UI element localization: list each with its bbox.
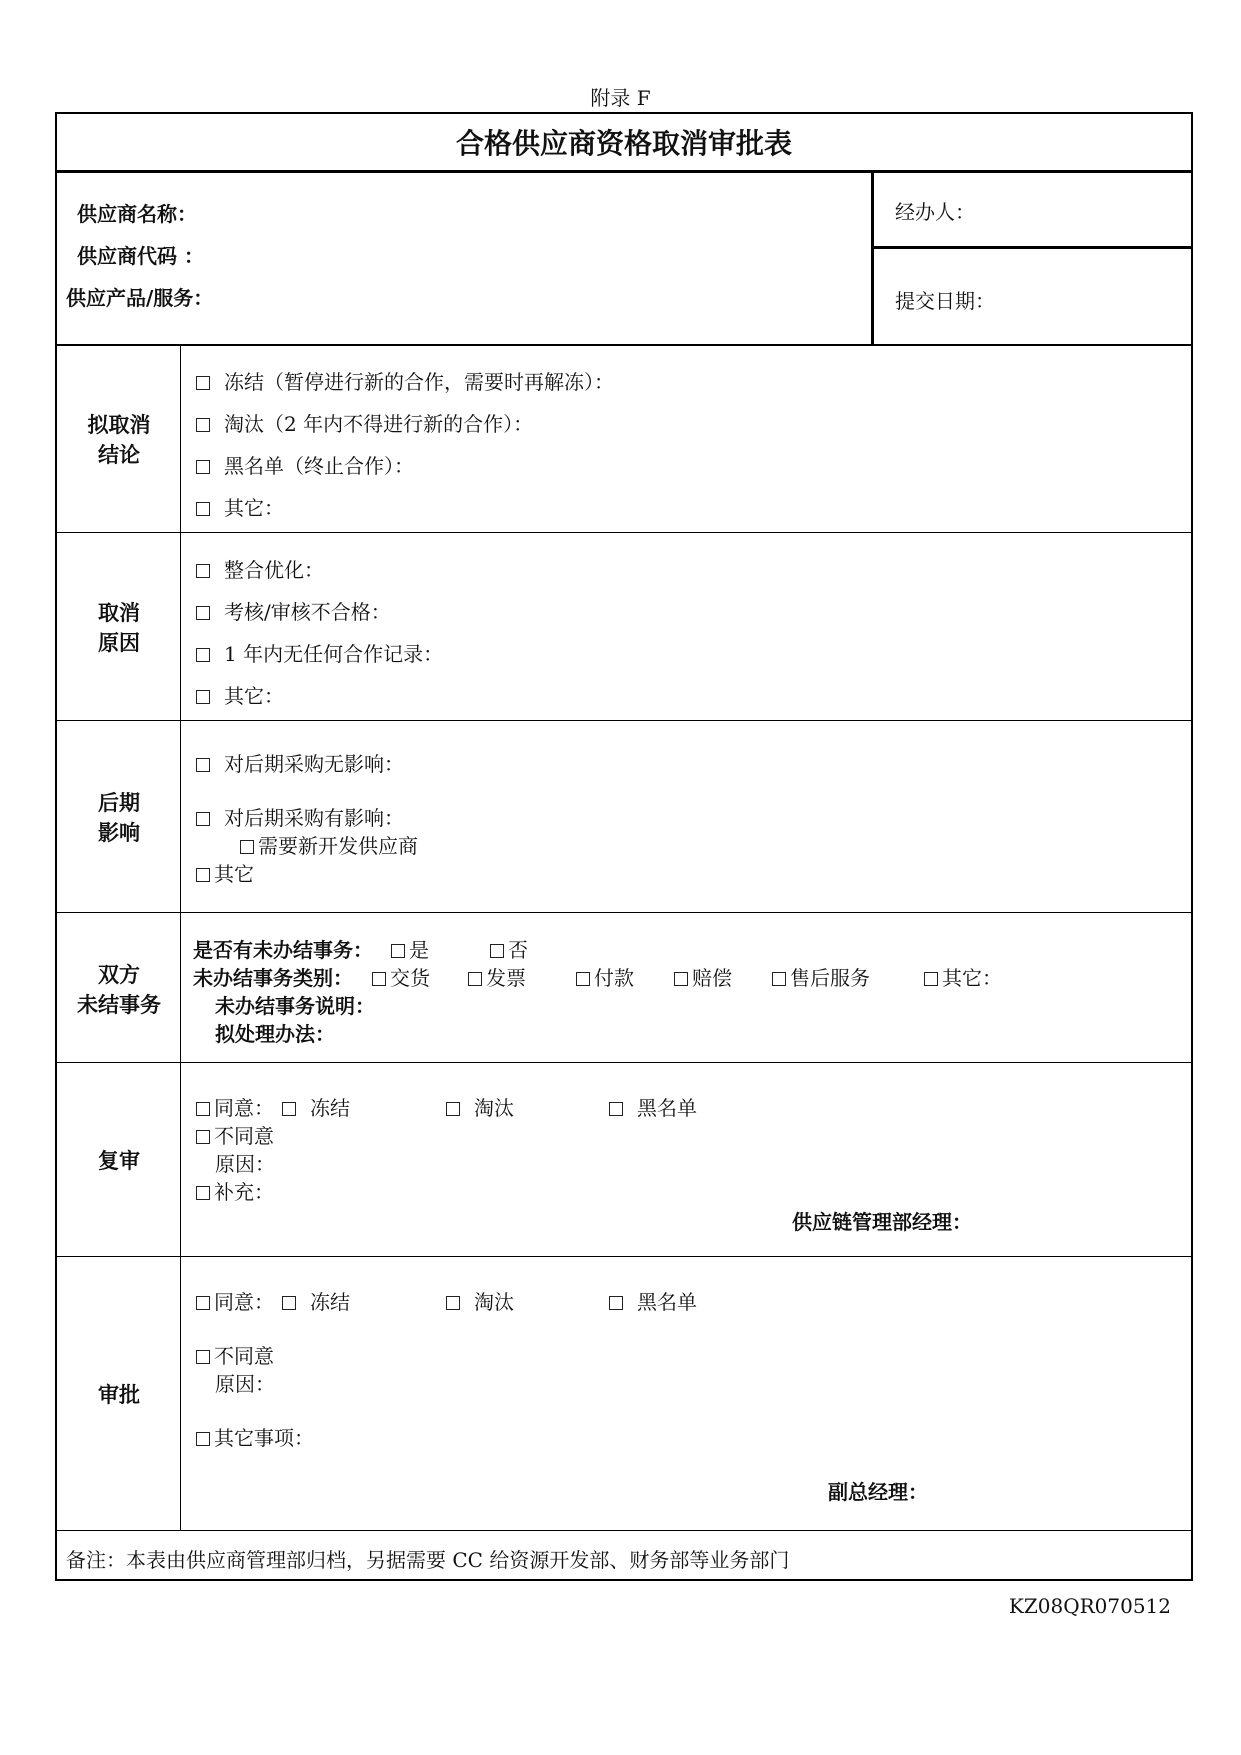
handling-method-label: 拟处理办法：	[215, 1022, 335, 1046]
pending-question: 是否有未办结事务：	[193, 938, 373, 962]
checkbox-icon[interactable]	[196, 648, 210, 662]
checkbox-icon[interactable]	[196, 606, 210, 620]
checkbox-icon[interactable]	[196, 460, 210, 474]
approval-reason-label: 原因：	[215, 1372, 275, 1396]
option-other-conclusion[interactable]: 其它：	[196, 492, 284, 521]
supplier-code-label: 供应商代码 ：	[77, 244, 204, 268]
supplier-product-label: 供应产品/服务：	[66, 286, 214, 310]
checkbox-icon[interactable]	[196, 502, 210, 516]
option-blacklist[interactable]: 黑名单（终止合作）：	[196, 450, 414, 479]
checkbox-icon[interactable]	[609, 1102, 623, 1116]
checkbox-icon[interactable]	[446, 1102, 460, 1116]
checkbox-icon[interactable]	[196, 1130, 210, 1144]
option-has-impact[interactable]: 对后期采购有影响：	[196, 802, 404, 831]
document-code: KZ08QR070512	[1008, 1594, 1171, 1618]
section4-label: 双方 未结事务	[77, 963, 161, 1017]
approval-signer-label: 副总经理：	[828, 1480, 928, 1504]
option-freeze[interactable]: 冻结（暂停进行新的合作，需要时再解冻）：	[196, 366, 614, 395]
option-other-impact[interactable]: 其它	[196, 858, 254, 887]
review-reason-label: 原因：	[215, 1152, 275, 1176]
option-invoice[interactable]: 发票	[468, 962, 526, 991]
checkbox-icon[interactable]	[576, 972, 590, 986]
checkbox-icon[interactable]	[282, 1296, 296, 1310]
supplier-name-label: 供应商名称：	[77, 202, 197, 226]
option-yes[interactable]: 是	[391, 934, 429, 963]
form-title: 合格供应商资格取消审批表	[455, 127, 792, 160]
rule-s2	[55, 720, 1193, 721]
approval-other[interactable]: 其它事项：	[196, 1422, 314, 1451]
approval-blacklist[interactable]: 黑名单	[609, 1286, 697, 1315]
handler-label: 经办人：	[895, 200, 975, 224]
checkbox-icon[interactable]	[674, 972, 688, 986]
option-no[interactable]: 否	[490, 934, 528, 963]
rule-label-column	[180, 345, 181, 1531]
option-consolidation[interactable]: 整合优化：	[196, 554, 324, 583]
checkbox-icon[interactable]	[196, 564, 210, 578]
checkbox-icon[interactable]	[391, 944, 405, 958]
rule-s1	[55, 532, 1193, 533]
checkbox-icon[interactable]	[196, 868, 210, 882]
checkbox-icon[interactable]	[196, 1102, 210, 1116]
review-disagree[interactable]: 不同意	[196, 1120, 274, 1149]
approval-disagree[interactable]: 不同意	[196, 1340, 274, 1369]
checkbox-icon[interactable]	[196, 812, 210, 826]
pending-description-label: 未办结事务说明：	[215, 994, 375, 1018]
approval-agree[interactable]: 同意：	[196, 1286, 274, 1315]
pending-type-question: 未办结事务类别：	[193, 966, 353, 990]
rule-header	[55, 344, 1193, 346]
option-no-cooperation[interactable]: 1 年内无任何合作记录：	[196, 638, 443, 667]
review-signer-label: 供应链管理部经理：	[792, 1210, 972, 1234]
review-eliminate[interactable]: 淘汰	[446, 1092, 514, 1121]
option-other-type[interactable]: 其它：	[924, 962, 1002, 991]
option-new-supplier[interactable]: 需要新开发供应商	[240, 830, 418, 859]
rule-s4	[55, 1062, 1193, 1063]
option-no-impact[interactable]: 对后期采购无影响：	[196, 748, 404, 777]
review-agree[interactable]: 同意：	[196, 1092, 274, 1121]
checkbox-icon[interactable]	[490, 944, 504, 958]
rule-header-divider	[871, 171, 874, 345]
section2-label: 取消 原因	[98, 601, 140, 655]
checkbox-icon[interactable]	[924, 972, 938, 986]
section3-label: 后期 影响	[98, 791, 140, 845]
checkbox-icon[interactable]	[196, 690, 210, 704]
checkbox-icon[interactable]	[282, 1102, 296, 1116]
approval-eliminate[interactable]: 淘汰	[446, 1286, 514, 1315]
checkbox-icon[interactable]	[772, 972, 786, 986]
rule-s6	[55, 1530, 1193, 1531]
section5-label: 复审	[98, 1149, 140, 1173]
appendix-label: 附录 F	[590, 86, 651, 110]
option-delivery[interactable]: 交货	[372, 962, 430, 991]
section1-label: 拟取消 结论	[87, 413, 151, 467]
rule-s5	[55, 1256, 1193, 1257]
remark-text: 备注：本表由供应商管理部归档，另据需要 CC 给资源开发部、财务部等业务部门	[66, 1548, 790, 1572]
submit-date-label: 提交日期：	[895, 289, 995, 313]
checkbox-icon[interactable]	[446, 1296, 460, 1310]
checkbox-icon[interactable]	[468, 972, 482, 986]
rule-title	[55, 170, 1193, 173]
section6-label: 审批	[98, 1383, 140, 1407]
review-blacklist[interactable]: 黑名单	[609, 1092, 697, 1121]
option-eliminate[interactable]: 淘汰（2 年内不得进行新的合作）：	[196, 408, 533, 437]
option-other-reason[interactable]: 其它：	[196, 680, 284, 709]
review-supplement[interactable]: 补充：	[196, 1176, 274, 1205]
option-payment[interactable]: 付款	[576, 962, 634, 991]
checkbox-icon[interactable]	[196, 1432, 210, 1446]
checkbox-icon[interactable]	[196, 418, 210, 432]
rule-s3	[55, 912, 1193, 913]
option-audit-failed[interactable]: 考核/审核不合格：	[196, 596, 391, 625]
checkbox-icon[interactable]	[196, 1296, 210, 1310]
checkbox-icon[interactable]	[372, 972, 386, 986]
checkbox-icon[interactable]	[196, 1186, 210, 1200]
checkbox-icon[interactable]	[196, 376, 210, 390]
rule-handler	[872, 246, 1193, 249]
review-freeze[interactable]: 冻结	[282, 1092, 350, 1121]
option-compensation[interactable]: 赔偿	[674, 962, 732, 991]
checkbox-icon[interactable]	[240, 840, 254, 854]
option-after-sales[interactable]: 售后服务	[772, 962, 870, 991]
checkbox-icon[interactable]	[609, 1296, 623, 1310]
approval-freeze[interactable]: 冻结	[282, 1286, 350, 1315]
checkbox-icon[interactable]	[196, 1350, 210, 1364]
checkbox-icon[interactable]	[196, 758, 210, 772]
